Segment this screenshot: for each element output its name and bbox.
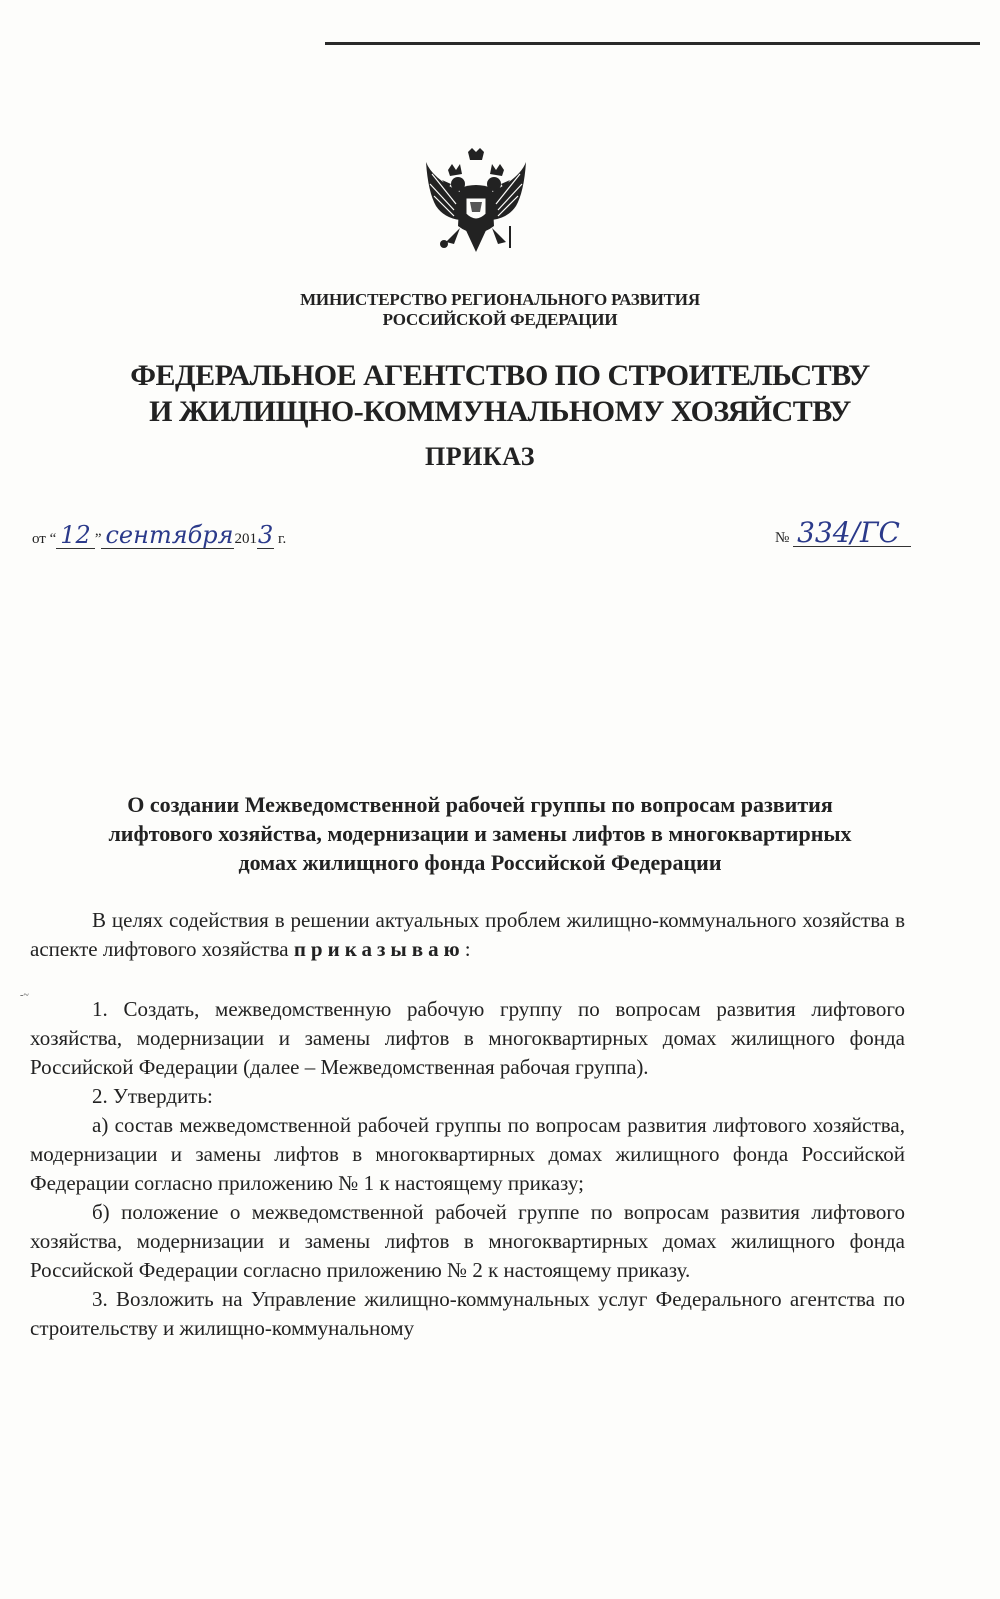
- order-number: [775, 516, 911, 549]
- agency-line-2: И ЖИЛИЩНО-КОММУНАЛЬНОМУ ХОЗЯЙСТВУ: [149, 395, 851, 428]
- date-year-digit: 3: [257, 521, 274, 549]
- top-rule: [325, 42, 980, 45]
- body-items: [30, 995, 905, 1343]
- agency-line-1: ФЕДЕРАЛЬНОЕ АГЕНТСТВО ПО СТРОИТЕЛЬСТВУ: [130, 359, 870, 392]
- order-date: [32, 522, 286, 549]
- intro-command: приказываю: [293, 937, 465, 961]
- item-2b: б) положение о межведомственной рабочей группе по вопросам развития лифтового хозяйства, модернизации и замены лифтов в многоквартирных домах жилищного фонда Российской Федерации согласно приложению № 2 к настоящему приказу.: [30, 1200, 905, 1282]
- ministry-heading: [0, 290, 1000, 330]
- date-suffix: г.: [274, 531, 287, 547]
- double-headed-eagle-icon: [424, 148, 528, 256]
- document-type: ПРИКАЗ: [424, 442, 536, 471]
- item-3: 3. Возложить на Управление жилищно-коммунальных услуг Федерального агентства по строительству и жилищно-коммунальному: [30, 1287, 905, 1340]
- number-label: №: [775, 530, 790, 546]
- date-day: 12: [56, 522, 95, 549]
- body-intro: [30, 906, 905, 964]
- date-year-prefix: 201: [234, 531, 257, 547]
- date-month: сентября: [101, 522, 234, 549]
- title-line-2: лифтового хозяйства, модернизации и замены лифтов в многоквартирных: [108, 821, 852, 846]
- item-2a: а) состав межведомственной рабочей группы по вопросам развития лифтового хозяйства, модернизации и замены лифтов в многоквартирных домах жилищного фонда Российской Федерации согласно приложению № 1 к настоящему приказу;: [30, 1113, 905, 1195]
- date-mid: ”: [94, 531, 102, 547]
- agency-heading: [0, 358, 1000, 430]
- title-line-3: домах жилищного фонда Российской Федерации: [238, 850, 722, 875]
- date-prefix: от “: [32, 531, 57, 547]
- intro-end: :: [464, 937, 471, 961]
- intro-text: В целях содействия в решении актуальных проблем жилищно-коммунального хозяйства в аспекте лифтового хозяйства: [30, 908, 905, 961]
- title-line-1: О создании Межведомственной рабочей группы по вопросам развития: [127, 792, 833, 817]
- number-value: 334/ГС: [793, 520, 911, 547]
- ministry-line-2: РОССИЙСКОЙ ФЕДЕРАЦИИ: [382, 310, 618, 329]
- scan-speck: -~: [20, 990, 29, 1001]
- item-2: 2. Утвердить:: [92, 1084, 213, 1108]
- item-1: 1. Создать, межведомственную рабочую группу по вопросам развития лифтового хозяйства, модернизации и замены лифтов в многоквартирных домах жилищного фонда Российской Федерации (далее – Межведомственная рабочая группа).: [30, 997, 905, 1079]
- ministry-line-1: МИНИСТЕРСТВО РЕГИОНАЛЬНОГО РАЗВИТИЯ: [300, 290, 700, 309]
- order-title: [30, 790, 930, 877]
